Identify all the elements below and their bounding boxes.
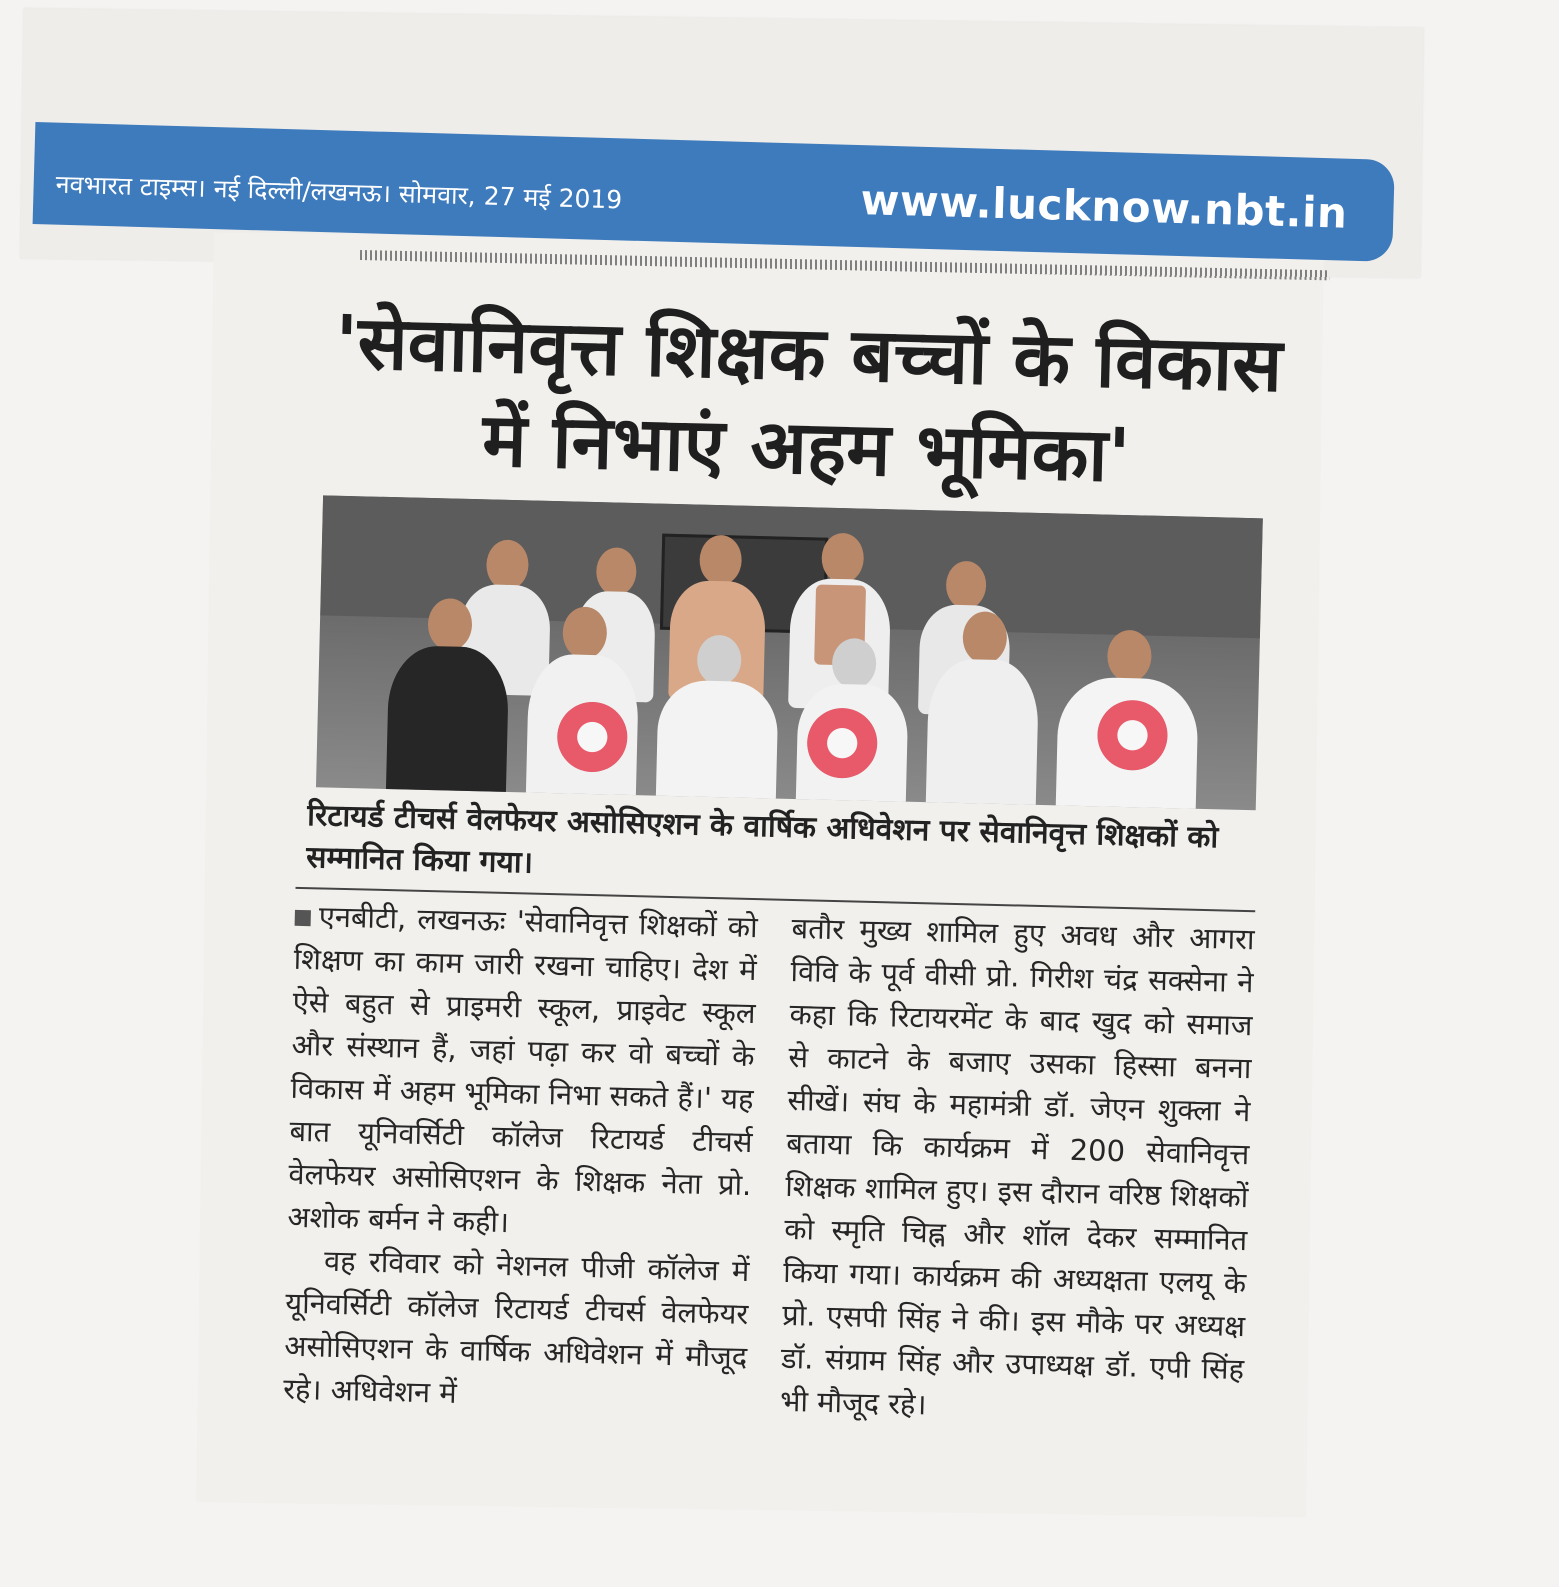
article-body [283,895,1255,1434]
column-2-paragraph-1: बतौर मुख्य शामिल हुए अवध और आगरा विवि के पूर्व वीसी प्रो. गिरीश चंद्र सक्सेना ने कहा कि रिटायरमेंट के बाद खुद को समाज से काटने के बजाए उसका हिस्सा बनना सीखें। संघ के महामंत्री डॉ. जेएन शुक्ला ने बताया कि कार्यक्रम में 200 सेवानिवृत्त शिक्षक शामिल हुए। इस दौरान वरिष्ठ शिक्षकों को स्मृति चिह्न और शॉल देकर सम्मानित किया गया। कार्यक्रम की अध्यक्षता एलयू के प्रो. एसपी सिंह ने की। इस मौके पर अध्यक्ष डॉ. संग्राम सिंह और उपाध्यक्ष डॉ. एपी सिंह भी मौजूद रहे। [779,910,1255,1422]
banner-dateline: नवभारत टाइम्स। नई दिल्ली/लखनऊ। सोमवार, 27 मई 2019 [55,169,623,215]
article-column-1 [283,895,758,1422]
bullet-icon [295,910,311,926]
person-front-1 [386,597,511,800]
event-photo [316,495,1263,810]
news-article [281,295,1310,1519]
person-front-3 [656,634,780,807]
photo-caption: रिटायर्ड टीचर्स वेलफेयर असोसिएशन के वार्षिक अधिवेशन पर सेवानिवृत्त शिक्षकों को सम्मानित किया गया। [305,798,1219,881]
article-column-2 [780,907,1255,1434]
person-front-5 [926,610,1041,810]
column-1-paragraph-2: वह रविवार को नेशनल पीजी कॉलेज में यूनिवर्सिटी कॉलेज रिटायर्ड टीचर्स वेलफेयर असोसिएशन के वार्षिक अधिवेशन में मौजूद रहे। अधिवेशन में [282,1243,750,1410]
banner-url: www.lucknow.nbt.in [859,175,1349,238]
column-1-paragraph-1: एनबीटी, लखनऊः 'सेवानिवृत्त शिक्षकों को शिक्षण का काम जारी रखना चाहिए। देश में ऐसे बहुत से प्राइमरी स्कूल, प्राइवेट स्कूल और संस्थान हैं, जहां पढ़ा कर वो बच्चों के विकास में अहम भूमिका निभा सकते हैं।' यह बात यूनिवर्सिटी कॉलेज रिटायर्ड टीचर्स वेलफेयर असोसिएशन के शिक्षक नेता प्रो. अशोक बर्मन ने कही। [287,899,759,1240]
headline: 'सेवानिवृत्त शिक्षक बच्चों के विकास में निभाएं अहम भूमिका' [334,299,1284,500]
